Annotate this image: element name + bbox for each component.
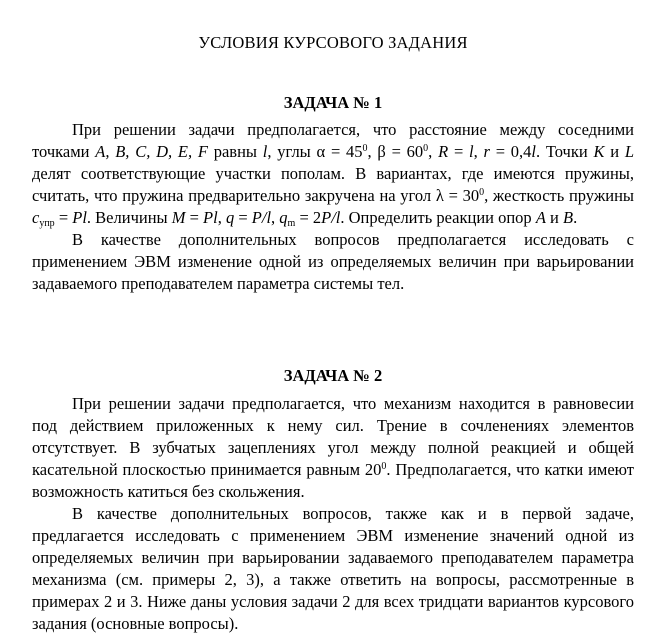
task1-paragraph-2: В качестве дополнительных вопросов предполагается исследовать с применением ЭВМ изменение одной из определяемых величин при варьировании задаваемого преподавателем параметра системы тел.: [32, 230, 634, 293]
task2-paragraph-1: При решении задачи предполагается, что механизм находится в равновесии под действием приложенных к нему сил. Трение в сочленениях элементов отсутствует. В зубчатых зацеплениях угол между полной реакцией и общей касательной плоскостью принимается равным $20^0$. Предполагается, что катки имеют возможность катиться без скольжения.: [32, 394, 634, 501]
task2-heading: ЗАДАЧА № 2: [283, 366, 383, 385]
task2-body: [32, 393, 634, 635]
page-title: УСЛОВИЯ КУРСОВОГО ЗАДАНИЯ: [198, 33, 468, 52]
task1-heading: ЗАДАЧА № 1: [283, 93, 383, 112]
task2-paragraph-2: В качестве дополнительных вопросов, также как и в первой задаче, предлагается исследовать с применением ЭВМ изменение значений одной из определяемых величин при варьировании задаваемого преподавателем параметра механизма (см. примеры 2, 3), а также ответить на вопросы, рассмотренные в примерах 2 и 3. Ниже даны условия задачи 2 для всех тридцати вариантов курсового задания (основные вопросы).: [32, 504, 634, 633]
task1-paragraph-1: При решении задачи предполагается, что расстояние между соседними точками A, B, C, D, E, F равны l, углы $\alpha = 45^0$, $\beta = 60^0$, R = l, r = 0,4l. Точки K и L делят соответствующие участки пополам. В вариантах, где имеются пружины, считать, что пружина предварительно закручена на угол $\lambda = 30^0$, жесткость пружины $c_{упр} = Pl$. Величины M = Pl, q = P/l, $q_m = 2P/l$. Определить реакции опор A и B.: [32, 120, 635, 229]
task1-body: [32, 119, 634, 295]
